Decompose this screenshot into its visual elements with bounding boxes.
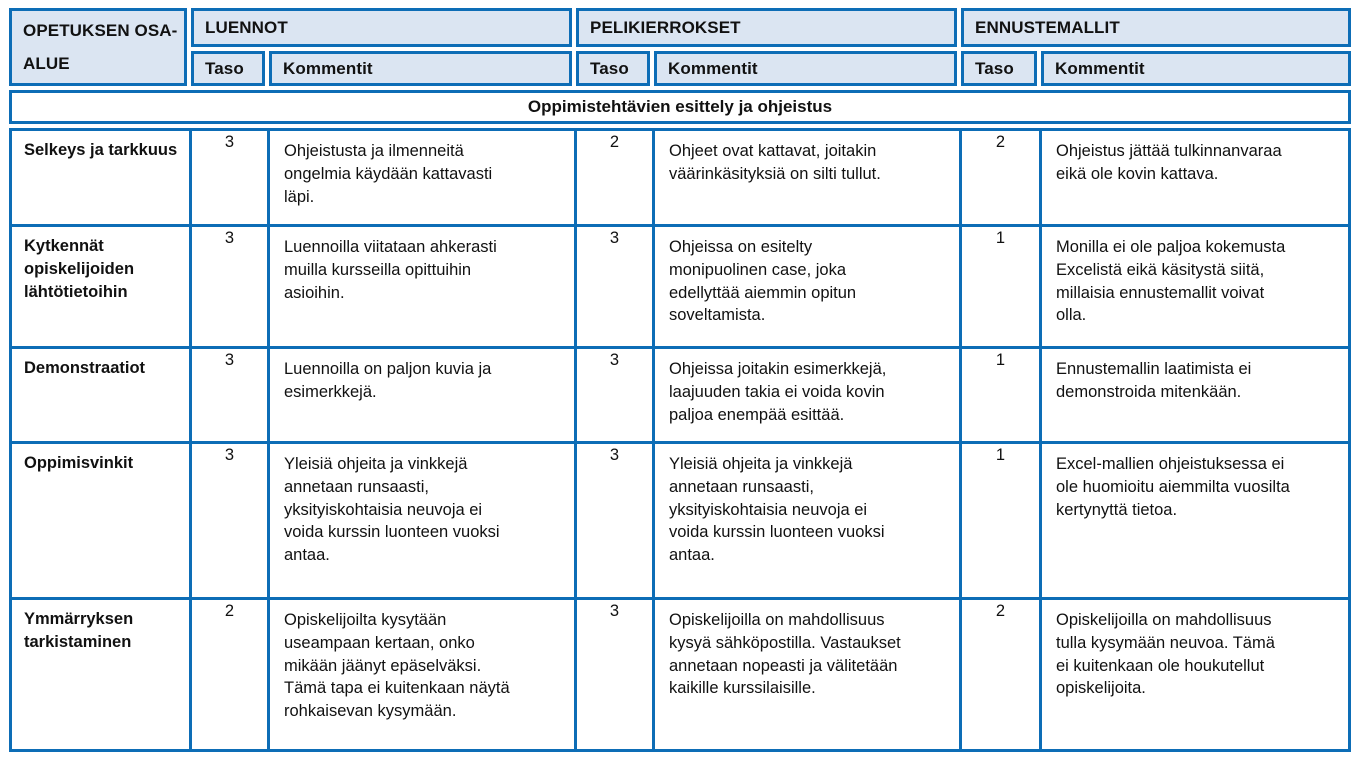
header-kommentit-luennot: Kommentit [269,51,572,86]
header-kommentit-ennustemallit: Kommentit [1041,51,1351,86]
kommentit-text: Opiskelijoilla on mahdollisuus kysyä sähköpostilla. Vastaukset annetaan nopeasti ja välitetään kaikille kurssilaisille. [654,599,961,751]
taso-value: 3 [576,226,654,348]
table-row [11,226,1350,348]
taso-value: 2 [576,130,654,226]
kommentit-text: Ohjeet ovat kattavat, joitakin väärinkäsityksiä on silti tullut. [654,130,961,226]
kommentit-text: Opiskelijoilta kysytään useampaan kertaan, onko mikään jäänyt epäselväksi. Tämä tapa ei kuitenkaan näytä rohkaisevan kysymään. [269,599,576,751]
table-row [11,443,1350,599]
table-header [9,8,1351,86]
header-group-ennustemallit: ENNUSTEMALLIT [961,8,1351,47]
row-label: Kytkennät opiskelijoiden lähtötietoihin [11,226,191,348]
taso-value: 2 [961,130,1041,226]
section-title: Oppimistehtävien esittely ja ohjeistus [9,90,1351,124]
kommentit-text: Ohjeissa on esitelty monipuolinen case, joka edellyttää aiemmin opitun soveltamista. [654,226,961,348]
taso-value: 3 [191,130,269,226]
kommentit-text: Ennustemallin laatimista ei demonstroida mitenkään. [1041,348,1350,443]
kommentit-text: Luennoilla viitataan ahkerasti muilla kursseilla opittuihin asioihin. [269,226,576,348]
kommentit-text: Luennoilla on paljon kuvia ja esimerkkejä. [269,348,576,443]
taso-value: 2 [961,599,1041,751]
header-area-column: OPETUKSEN OSA-ALUE [9,8,187,86]
kommentit-text: Yleisiä ohjeita ja vinkkejä annetaan runsaasti, yksityiskohtaisia neuvoja ei voida kurssin luonteen vuoksi antaa. [654,443,961,599]
taso-value: 2 [191,599,269,751]
taso-value: 3 [191,226,269,348]
table-row [11,348,1350,443]
kommentit-text: Ohjeistus jättää tulkinnanvaraa eikä ole kovin kattava. [1041,130,1350,226]
table-row [11,130,1350,226]
kommentit-text: Monilla ei ole paljoa kokemusta Excelistä eikä käsitystä siitä, millaisia ennustemallit voivat olla. [1041,226,1350,348]
row-label: Ymmärryksen tarkistaminen [11,599,191,751]
taso-value: 3 [576,443,654,599]
row-label: Selkeys ja tarkkuus [11,130,191,226]
taso-value: 1 [961,226,1041,348]
assessment-rubric-table [9,8,1351,752]
header-taso-luennot: Taso [191,51,265,86]
taso-value: 3 [576,599,654,751]
header-taso-pelikierrokset: Taso [576,51,650,86]
table-row [11,599,1350,751]
row-label: Oppimisvinkit [11,443,191,599]
taso-value: 3 [576,348,654,443]
kommentit-text: Ohjeissa joitakin esimerkkejä, laajuuden takia ei voida kovin paljoa enempää esittää. [654,348,961,443]
kommentit-text: Yleisiä ohjeita ja vinkkejä annetaan runsaasti, yksityiskohtaisia neuvoja ei voida kurssin luonteen vuoksi antaa. [269,443,576,599]
kommentit-text: Excel-mallien ohjeistuksessa ei ole huomioitu aiemmilta vuosilta kertynyttä tietoa. [1041,443,1350,599]
kommentit-text: Opiskelijoilla on mahdollisuus tulla kysymään neuvoa. Tämä ei kuitenkaan ole houkutellut opiskelijoita. [1041,599,1350,751]
taso-value: 1 [961,443,1041,599]
header-group-pelikierrokset: PELIKIERROKSET [576,8,957,47]
header-group-luennot: LUENNOT [191,8,572,47]
taso-value: 1 [961,348,1041,443]
header-kommentit-pelikierrokset: Kommentit [654,51,957,86]
taso-value: 3 [191,348,269,443]
rubric-body [9,128,1351,752]
kommentit-text: Ohjeistusta ja ilmenneitä ongelmia käydään kattavasti läpi. [269,130,576,226]
row-label: Demonstraatiot [11,348,191,443]
header-taso-ennustemallit: Taso [961,51,1037,86]
taso-value: 3 [191,443,269,599]
